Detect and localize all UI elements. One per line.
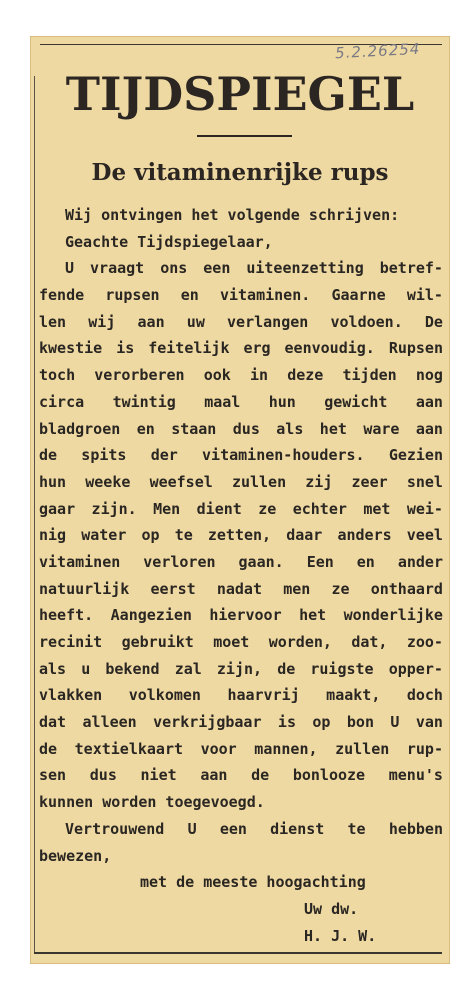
- text-line: len wij aan uw verlangen voldoen. De: [39, 312, 443, 331]
- text-line: gaar zijn. Men dient ze echter met wei-: [39, 499, 443, 518]
- text-line: vitaminen verloren gaan. Een en ander: [39, 552, 443, 571]
- text-line: nig water op te zetten, daar anders veel: [39, 526, 443, 545]
- text-line: dat alleen verkrijgbaar is op bon U van: [39, 713, 443, 732]
- text-line: Geachte Tijdspiegelaar,: [65, 232, 273, 251]
- article-lines: [39, 202, 443, 869]
- closing-salutation: met de meeste hoogachting: [140, 873, 366, 892]
- closing-initials: H. J. W.: [304, 926, 377, 945]
- text-line: fende rupsen en vitaminen. Gaarne wil-: [39, 286, 443, 305]
- text-line: Vertrouwend U een dienst te hebben: [65, 819, 443, 838]
- text-line: kwestie is feitelijk erg eenvoudig. Rupsen: [39, 339, 443, 358]
- closing-sign-off: Uw dw.: [304, 899, 359, 918]
- article-body: [39, 202, 443, 949]
- text-line: U vraagt ons een uiteenzetting betref-: [65, 259, 443, 278]
- newspaper-clipping: [30, 36, 450, 964]
- article-headline: De vitaminenrijke rups: [91, 159, 389, 186]
- text-line: natuurlijk eerst nadat men ze onthaard: [39, 579, 443, 598]
- left-column-rule: [34, 76, 35, 952]
- bottom-rule: [34, 952, 442, 954]
- masthead-rule: [197, 135, 292, 137]
- text-line: toch verorberen ook in deze tijden nog: [39, 366, 443, 385]
- text-line: kunnen worden toegevoegd.: [39, 793, 265, 812]
- text-line: circa twintig maal hun gewicht aan: [39, 392, 443, 411]
- text-line: hun weeke weefsel zullen zij zeer snel: [39, 472, 443, 491]
- text-line: recinit gebruikt moet worden, dat, zoo-: [39, 633, 443, 651]
- text-line: de spits der vitaminen-houders. Gezien: [39, 446, 443, 465]
- text-line: sen dus niet aan de bonlooze menu's: [39, 766, 443, 785]
- text-line: Wij ontvingen het volgende schrijven:: [65, 206, 400, 224]
- text-line: heeft. Aangezien hiervoor het wonderlijke: [39, 606, 443, 625]
- text-line: bladgroen en staan dus als het ware aan: [39, 419, 443, 438]
- text-line: de textielkaart voor mannen, zullen rup-: [39, 739, 443, 758]
- masthead-title: TIJDSPIEGEL: [65, 67, 415, 121]
- handwritten-archive-number: 5.2.26254: [334, 39, 421, 63]
- text-line: bewezen,: [39, 846, 112, 865]
- text-line: vlakken volkomen haarvrij maakt, doch: [39, 686, 443, 705]
- text-line: als u bekend zal zijn, de ruigste opper-: [39, 659, 443, 678]
